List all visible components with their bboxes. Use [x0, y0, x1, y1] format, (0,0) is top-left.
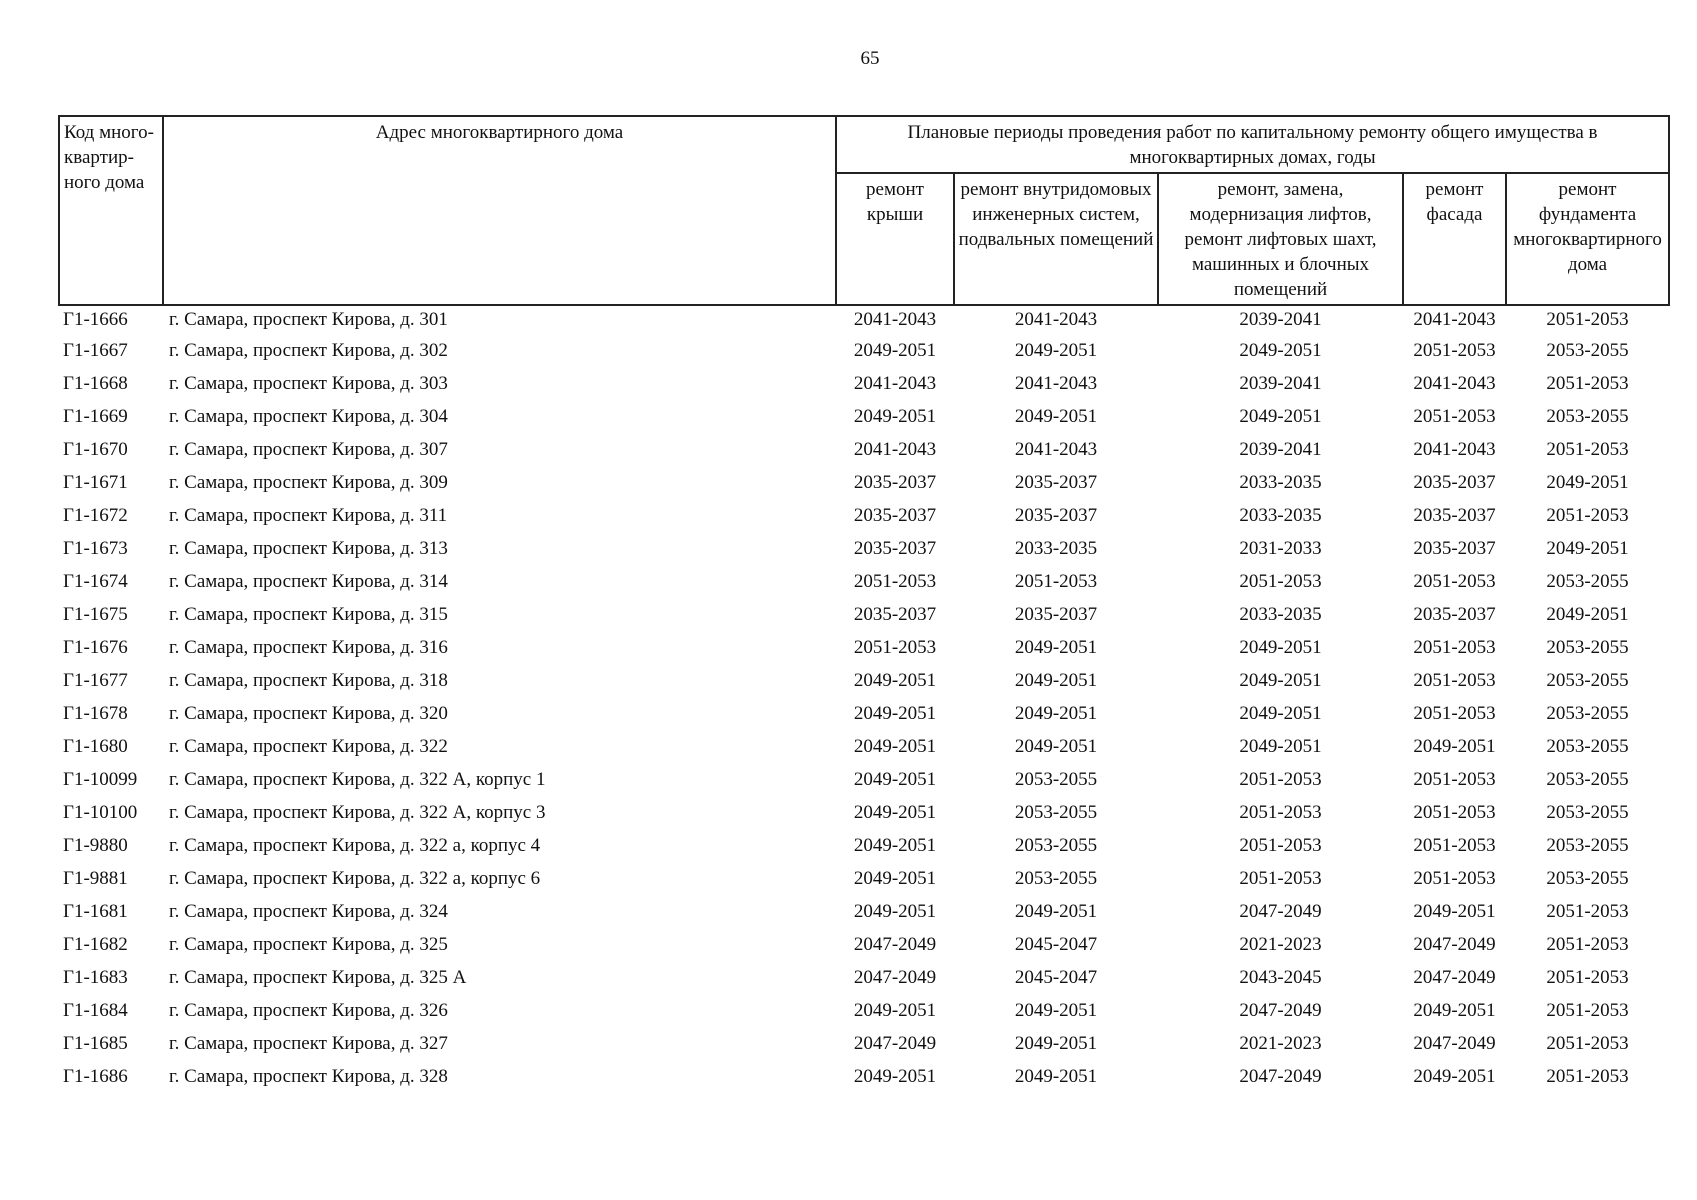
cell-facade-repair: 2047-2049	[1413, 1033, 1496, 1054]
cell-foundation-repair: 2051-2053	[1546, 1066, 1629, 1087]
cell-engineering-systems-repair: 2049-2051	[1014, 637, 1098, 658]
cell-roof-repair: 2051-2053	[853, 571, 937, 592]
cell-roof-repair: 2047-2049	[853, 1033, 937, 1054]
table-row	[59, 565, 1669, 598]
cell-code: Г1-1671	[63, 472, 128, 493]
cell-code: Г1-1676	[63, 637, 128, 658]
table-row	[59, 1060, 1669, 1093]
cell-foundation-repair: 2051-2053	[1546, 901, 1629, 922]
cell-address: г. Самара, проспект Кирова, д. 313	[169, 538, 448, 559]
header-roof-repair: ремонт крыши	[836, 173, 954, 305]
table-row	[59, 400, 1669, 433]
header-elevator-repair: ремонт, замена, модернизация лифтов, ремонт лифтовых шахт, машинных и блочных помещений	[1158, 173, 1403, 305]
table-row	[59, 532, 1669, 565]
cell-roof-repair: 2049-2051	[853, 868, 937, 889]
cell-engineering-systems-repair: 2049-2051	[1014, 670, 1098, 691]
cell-code: Г1-9880	[63, 835, 128, 856]
cell-elevator-repair: 2049-2051	[1239, 703, 1322, 724]
cell-address: г. Самара, проспект Кирова, д. 303	[169, 373, 448, 394]
table-row	[59, 730, 1669, 763]
cell-foundation-repair: 2053-2055	[1546, 670, 1629, 691]
cell-engineering-systems-repair: 2035-2037	[1014, 472, 1098, 493]
cell-elevator-repair: 2021-2023	[1239, 1033, 1322, 1054]
cell-roof-repair: 2049-2051	[853, 1066, 937, 1087]
cell-elevator-repair: 2051-2053	[1239, 868, 1322, 889]
header-facade-repair: ремонт фасада	[1403, 173, 1506, 305]
cell-engineering-systems-repair: 2035-2037	[1014, 505, 1098, 526]
cell-engineering-systems-repair: 2045-2047	[1014, 967, 1098, 988]
cell-facade-repair: 2051-2053	[1413, 340, 1496, 361]
table-row	[59, 862, 1669, 895]
cell-engineering-systems-repair: 2053-2055	[1014, 802, 1098, 823]
cell-elevator-repair: 2047-2049	[1239, 1000, 1322, 1021]
table-row	[59, 1027, 1669, 1060]
cell-code: Г1-1684	[63, 1000, 128, 1021]
table-row	[59, 796, 1669, 829]
cell-engineering-systems-repair: 2041-2043	[1014, 373, 1098, 394]
cell-code: Г1-10099	[63, 769, 138, 790]
cell-code: Г1-1670	[63, 439, 128, 460]
table-row	[59, 664, 1669, 697]
cell-foundation-repair: 2053-2055	[1546, 802, 1629, 823]
repair-schedule-table	[58, 115, 1670, 1093]
cell-roof-repair: 2041-2043	[853, 373, 937, 394]
cell-address: г. Самара, проспект Кирова, д. 318	[169, 670, 448, 691]
cell-roof-repair: 2049-2051	[853, 1000, 937, 1021]
cell-facade-repair: 2047-2049	[1413, 967, 1496, 988]
cell-foundation-repair: 2049-2051	[1546, 472, 1629, 493]
table-row	[59, 499, 1669, 532]
cell-elevator-repair: 2051-2053	[1239, 802, 1322, 823]
cell-roof-repair: 2047-2049	[853, 934, 937, 955]
cell-foundation-repair: 2053-2055	[1546, 769, 1629, 790]
cell-engineering-systems-repair: 2053-2055	[1014, 868, 1098, 889]
cell-roof-repair: 2049-2051	[853, 703, 937, 724]
cell-foundation-repair: 2049-2051	[1546, 604, 1629, 625]
cell-elevator-repair: 2039-2041	[1239, 309, 1322, 330]
table-row	[59, 994, 1669, 1027]
table-row	[59, 466, 1669, 499]
cell-foundation-repair: 2053-2055	[1546, 340, 1629, 361]
cell-elevator-repair: 2031-2033	[1239, 538, 1322, 559]
cell-foundation-repair: 2053-2055	[1546, 868, 1629, 889]
cell-roof-repair: 2035-2037	[853, 604, 937, 625]
cell-address: г. Самара, проспект Кирова, д. 315	[169, 604, 448, 625]
header-foundation-repair: ремонт фундамента многоквартирного дома	[1506, 173, 1669, 305]
cell-engineering-systems-repair: 2049-2051	[1014, 901, 1098, 922]
cell-facade-repair: 2041-2043	[1413, 439, 1496, 460]
cell-foundation-repair: 2051-2053	[1546, 967, 1629, 988]
header-planned-periods: Плановые периоды проведения работ по капитальному ремонту общего имущества в многоквартирных домах, годы	[836, 116, 1669, 173]
cell-roof-repair: 2049-2051	[853, 769, 937, 790]
table-row	[59, 697, 1669, 730]
cell-code: Г1-1675	[63, 604, 128, 625]
cell-facade-repair: 2049-2051	[1413, 1066, 1496, 1087]
cell-elevator-repair: 2033-2035	[1239, 472, 1322, 493]
cell-foundation-repair: 2051-2053	[1546, 373, 1629, 394]
cell-roof-repair: 2035-2037	[853, 472, 937, 493]
cell-foundation-repair: 2051-2053	[1546, 309, 1629, 330]
table-row	[59, 961, 1669, 994]
table-row	[59, 895, 1669, 928]
cell-code: Г1-1673	[63, 538, 128, 559]
cell-roof-repair: 2049-2051	[853, 835, 937, 856]
cell-roof-repair: 2049-2051	[853, 802, 937, 823]
cell-foundation-repair: 2053-2055	[1546, 703, 1629, 724]
cell-roof-repair: 2049-2051	[853, 901, 937, 922]
cell-engineering-systems-repair: 2033-2035	[1014, 538, 1098, 559]
cell-facade-repair: 2041-2043	[1413, 373, 1496, 394]
table-row	[59, 305, 1669, 334]
table-body	[59, 305, 1669, 1093]
cell-address: г. Самара, проспект Кирова, д. 325 А	[169, 967, 467, 988]
header-address: Адрес многоквартирного дома	[163, 116, 836, 305]
cell-code: Г1-1674	[63, 571, 128, 592]
cell-code: Г1-1667	[63, 340, 128, 361]
cell-foundation-repair: 2051-2053	[1546, 1000, 1629, 1021]
cell-foundation-repair: 2051-2053	[1546, 505, 1629, 526]
cell-address: г. Самара, проспект Кирова, д. 304	[169, 406, 448, 427]
cell-roof-repair: 2051-2053	[853, 637, 937, 658]
cell-address: г. Самара, проспект Кирова, д. 307	[169, 439, 448, 460]
cell-code: Г1-1685	[63, 1033, 128, 1054]
cell-address: г. Самара, проспект Кирова, д. 328	[169, 1066, 448, 1087]
cell-address: г. Самара, проспект Кирова, д. 311	[169, 505, 448, 526]
cell-elevator-repair: 2049-2051	[1239, 736, 1322, 757]
table-row	[59, 829, 1669, 862]
cell-foundation-repair: 2053-2055	[1546, 571, 1629, 592]
cell-address: г. Самара, проспект Кирова, д. 322 а, корпус 4	[169, 835, 541, 856]
cell-address: г. Самара, проспект Кирова, д. 322 а, корпус 6	[169, 868, 541, 889]
cell-code: Г1-1669	[63, 406, 128, 427]
cell-elevator-repair: 2051-2053	[1239, 835, 1322, 856]
cell-elevator-repair: 2047-2049	[1239, 901, 1322, 922]
cell-elevator-repair: 2039-2041	[1239, 439, 1322, 460]
cell-address: г. Самара, проспект Кирова, д. 325	[169, 934, 448, 955]
cell-elevator-repair: 2049-2051	[1239, 406, 1322, 427]
cell-address: г. Самара, проспект Кирова, д. 316	[169, 637, 448, 658]
table-row	[59, 598, 1669, 631]
cell-code: Г1-1666	[63, 309, 128, 330]
cell-elevator-repair: 2049-2051	[1239, 670, 1322, 691]
cell-facade-repair: 2051-2053	[1413, 571, 1496, 592]
cell-facade-repair: 2047-2049	[1413, 934, 1496, 955]
cell-roof-repair: 2041-2043	[853, 439, 937, 460]
cell-address: г. Самара, проспект Кирова, д. 322	[169, 736, 448, 757]
cell-roof-repair: 2035-2037	[853, 505, 937, 526]
cell-facade-repair: 2051-2053	[1413, 835, 1496, 856]
cell-address: г. Самара, проспект Кирова, д. 301	[169, 309, 448, 330]
table-row	[59, 928, 1669, 961]
cell-roof-repair: 2049-2051	[853, 340, 937, 361]
cell-code: Г1-10100	[63, 802, 138, 823]
cell-foundation-repair: 2053-2055	[1546, 736, 1629, 757]
cell-foundation-repair: 2051-2053	[1546, 439, 1629, 460]
cell-roof-repair: 2035-2037	[853, 538, 937, 559]
cell-engineering-systems-repair: 2041-2043	[1014, 439, 1098, 460]
cell-engineering-systems-repair: 2049-2051	[1014, 703, 1098, 724]
cell-facade-repair: 2035-2037	[1413, 604, 1496, 625]
cell-roof-repair: 2041-2043	[853, 309, 937, 330]
table-header	[59, 116, 1669, 305]
cell-code: Г1-1682	[63, 934, 128, 955]
cell-facade-repair: 2041-2043	[1413, 309, 1496, 330]
cell-foundation-repair: 2053-2055	[1546, 406, 1629, 427]
cell-facade-repair: 2051-2053	[1413, 769, 1496, 790]
cell-elevator-repair: 2033-2035	[1239, 505, 1322, 526]
cell-code: Г1-1677	[63, 670, 128, 691]
cell-engineering-systems-repair: 2035-2037	[1014, 604, 1098, 625]
page-number: 65	[860, 48, 880, 69]
cell-code: Г1-1683	[63, 967, 128, 988]
cell-facade-repair: 2049-2051	[1413, 901, 1496, 922]
cell-address: г. Самара, проспект Кирова, д. 302	[169, 340, 448, 361]
cell-engineering-systems-repair: 2049-2051	[1014, 406, 1098, 427]
cell-engineering-systems-repair: 2045-2047	[1014, 934, 1098, 955]
table-row	[59, 631, 1669, 664]
cell-code: Г1-1678	[63, 703, 128, 724]
table-row	[59, 334, 1669, 367]
cell-engineering-systems-repair: 2053-2055	[1014, 769, 1098, 790]
cell-elevator-repair: 2033-2035	[1239, 604, 1322, 625]
cell-address: г. Самара, проспект Кирова, д. 322 А, корпус 3	[169, 802, 546, 823]
cell-code: Г1-1680	[63, 736, 128, 757]
table-row	[59, 367, 1669, 400]
cell-facade-repair: 2051-2053	[1413, 637, 1496, 658]
cell-engineering-systems-repair: 2049-2051	[1014, 1000, 1098, 1021]
cell-code: Г1-1681	[63, 901, 128, 922]
cell-foundation-repair: 2053-2055	[1546, 835, 1629, 856]
cell-code: Г1-1668	[63, 373, 128, 394]
cell-code: Г1-9881	[63, 868, 128, 889]
cell-code: Г1-1686	[63, 1066, 128, 1087]
cell-address: г. Самара, проспект Кирова, д. 322 А, корпус 1	[169, 769, 546, 790]
header-code: Код много-квартир-ного дома	[59, 116, 163, 305]
cell-engineering-systems-repair: 2049-2051	[1014, 1033, 1098, 1054]
cell-foundation-repair: 2051-2053	[1546, 934, 1629, 955]
cell-facade-repair: 2051-2053	[1413, 670, 1496, 691]
cell-elevator-repair: 2049-2051	[1239, 637, 1322, 658]
cell-elevator-repair: 2051-2053	[1239, 769, 1322, 790]
cell-facade-repair: 2035-2037	[1413, 505, 1496, 526]
cell-facade-repair: 2035-2037	[1413, 538, 1496, 559]
cell-elevator-repair: 2051-2053	[1239, 571, 1322, 592]
cell-foundation-repair: 2051-2053	[1546, 1033, 1629, 1054]
cell-facade-repair: 2051-2053	[1413, 406, 1496, 427]
cell-roof-repair: 2049-2051	[853, 406, 937, 427]
cell-facade-repair: 2051-2053	[1413, 802, 1496, 823]
cell-foundation-repair: 2053-2055	[1546, 637, 1629, 658]
cell-engineering-systems-repair: 2049-2051	[1014, 340, 1098, 361]
cell-facade-repair: 2049-2051	[1413, 736, 1496, 757]
table-row	[59, 763, 1669, 796]
cell-engineering-systems-repair: 2049-2051	[1014, 736, 1098, 757]
cell-elevator-repair: 2039-2041	[1239, 373, 1322, 394]
cell-engineering-systems-repair: 2041-2043	[1014, 309, 1098, 330]
cell-foundation-repair: 2049-2051	[1546, 538, 1629, 559]
cell-elevator-repair: 2043-2045	[1239, 967, 1322, 988]
cell-roof-repair: 2047-2049	[853, 967, 937, 988]
cell-engineering-systems-repair: 2051-2053	[1014, 571, 1098, 592]
cell-facade-repair: 2051-2053	[1413, 703, 1496, 724]
header-engineering-systems-repair: ремонт внутридомовых инженерных систем, подвальных помещений	[954, 173, 1158, 305]
cell-address: г. Самара, проспект Кирова, д. 326	[169, 1000, 448, 1021]
cell-address: г. Самара, проспект Кирова, д. 320	[169, 703, 448, 724]
cell-code: Г1-1672	[63, 505, 128, 526]
cell-roof-repair: 2049-2051	[853, 736, 937, 757]
table-row	[59, 433, 1669, 466]
cell-address: г. Самара, проспект Кирова, д. 324	[169, 901, 448, 922]
cell-facade-repair: 2051-2053	[1413, 868, 1496, 889]
cell-engineering-systems-repair: 2049-2051	[1014, 1066, 1098, 1087]
cell-elevator-repair: 2049-2051	[1239, 340, 1322, 361]
cell-elevator-repair: 2047-2049	[1239, 1066, 1322, 1087]
cell-facade-repair: 2035-2037	[1413, 472, 1496, 493]
cell-elevator-repair: 2021-2023	[1239, 934, 1322, 955]
cell-engineering-systems-repair: 2053-2055	[1014, 835, 1098, 856]
cell-address: г. Самара, проспект Кирова, д. 327	[169, 1033, 448, 1054]
cell-roof-repair: 2049-2051	[853, 670, 937, 691]
cell-address: г. Самара, проспект Кирова, д. 309	[169, 472, 448, 493]
cell-address: г. Самара, проспект Кирова, д. 314	[169, 571, 448, 592]
cell-facade-repair: 2049-2051	[1413, 1000, 1496, 1021]
